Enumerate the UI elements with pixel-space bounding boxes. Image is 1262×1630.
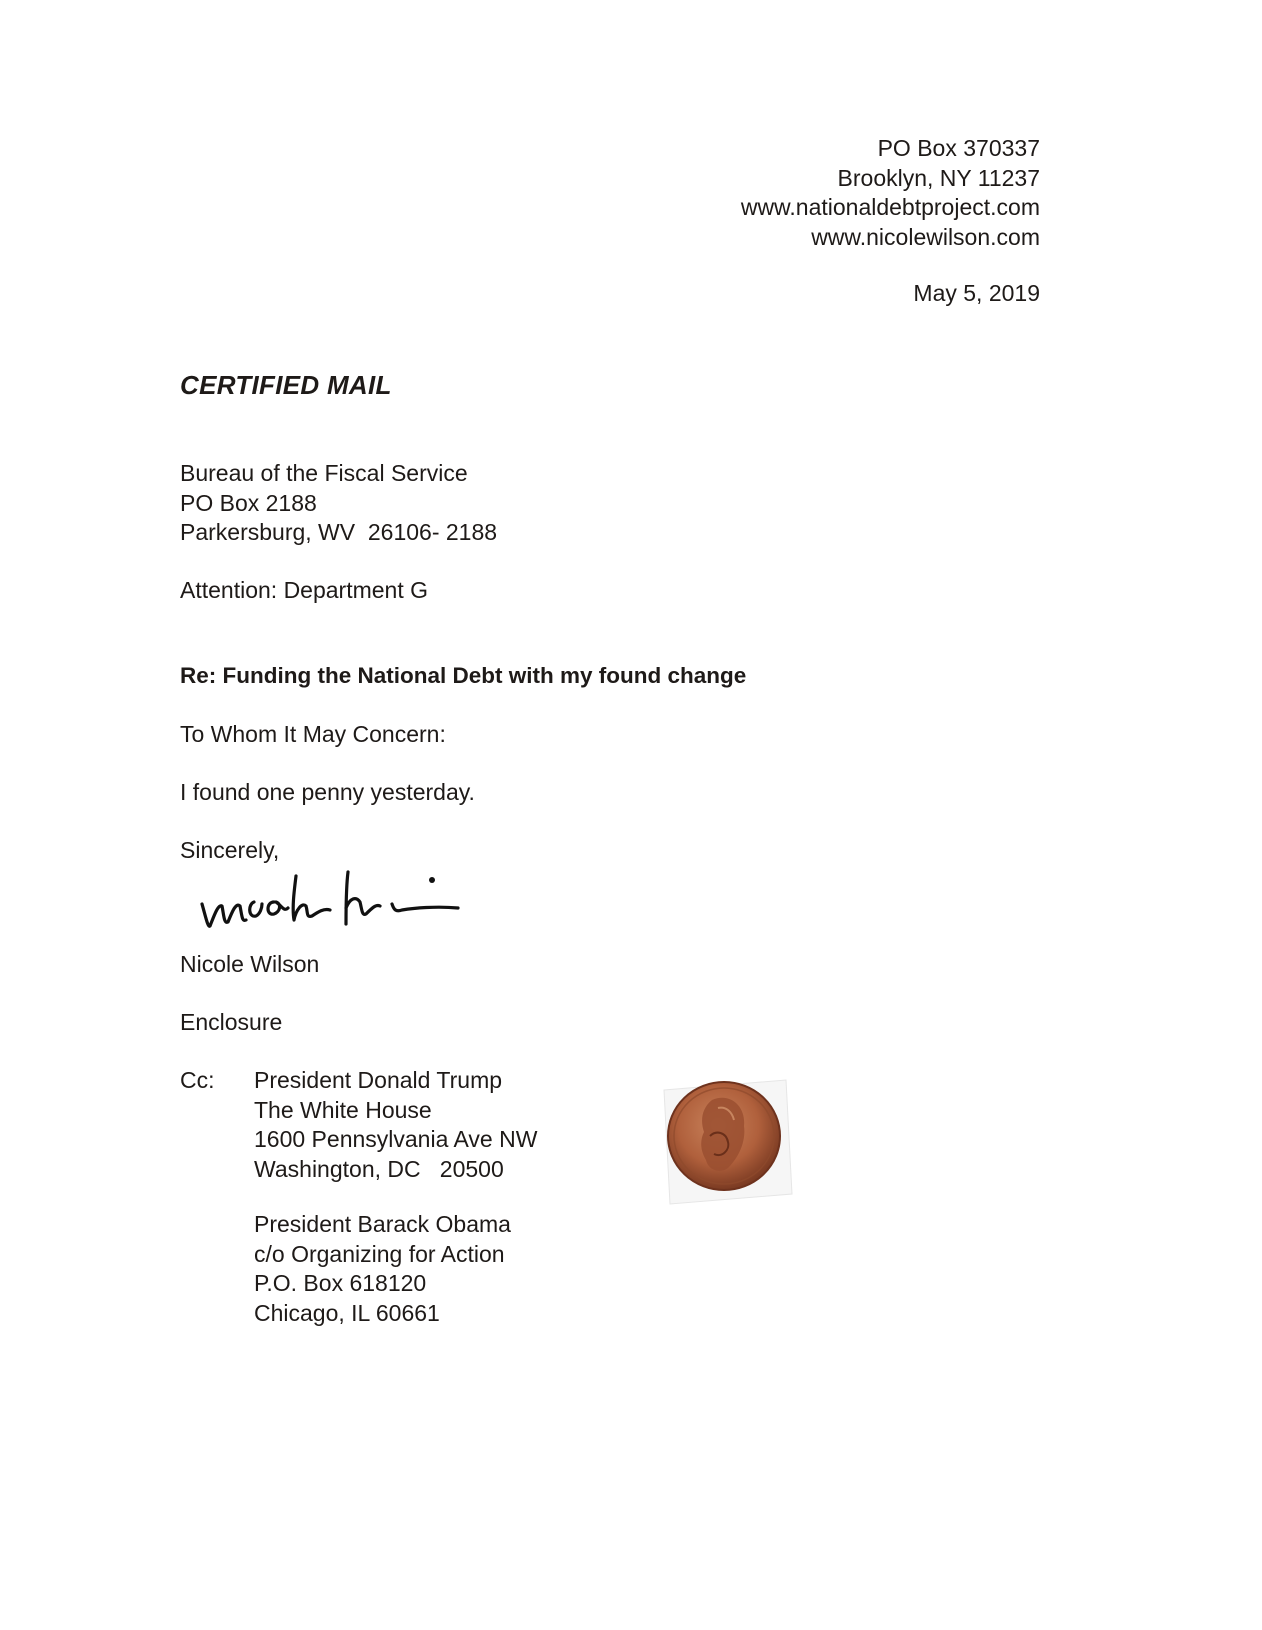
- letter-body: I found one penny yesterday.: [180, 779, 475, 805]
- cc-recipient-name: President Barack Obama: [254, 1211, 511, 1237]
- subject-line: Re: Funding the National Debt with my found change: [180, 663, 747, 688]
- recipient-city: Parkersburg, WV 26106- 2188: [180, 519, 498, 545]
- cc-recipient-org: c/o Organizing for Action: [254, 1240, 505, 1267]
- sender-address: [741, 134, 1040, 252]
- cc-label: Cc:: [180, 1067, 215, 1093]
- salutation: To Whom It May Concern:: [180, 721, 446, 747]
- cc-recipient-city: Chicago, IL 60661: [254, 1299, 440, 1326]
- recipient-address: [180, 459, 497, 548]
- cc-recipient-street: 1600 Pennsylvania Ave NW: [254, 1126, 538, 1152]
- cc-recipient: [254, 1210, 511, 1328]
- sender-po-box: PO Box 370337: [877, 135, 1040, 161]
- recipient-name: Bureau of the Fiscal Service: [180, 460, 468, 486]
- cc-recipient-org: The White House: [254, 1096, 432, 1123]
- closing: Sincerely,: [180, 837, 280, 863]
- sender-website-personal: www.nicolewilson.com: [811, 223, 1040, 250]
- attention-line: Attention: Department G: [180, 577, 429, 603]
- handwritten-signature: [196, 868, 486, 958]
- penny-coin-icon: [660, 1070, 796, 1210]
- recipient-po-box: PO Box 2188: [180, 489, 317, 516]
- letter-date: May 5, 2019: [913, 280, 1040, 306]
- sender-city: Brooklyn, NY 11237: [837, 164, 1040, 191]
- cc-recipient: [254, 1066, 537, 1184]
- cc-recipient-name: President Donald Trump: [254, 1067, 503, 1093]
- delivery-method: CERTIFIED MAIL: [180, 370, 392, 400]
- signer-name: Nicole Wilson: [180, 951, 320, 977]
- cc-recipient-pobox: P.O. Box 618120: [254, 1270, 427, 1296]
- cc-recipient-city: Washington, DC 20500: [254, 1155, 504, 1182]
- enclosure-note: Enclosure: [180, 1009, 283, 1035]
- sender-website-project: www.nationaldebtproject.com: [740, 194, 1040, 220]
